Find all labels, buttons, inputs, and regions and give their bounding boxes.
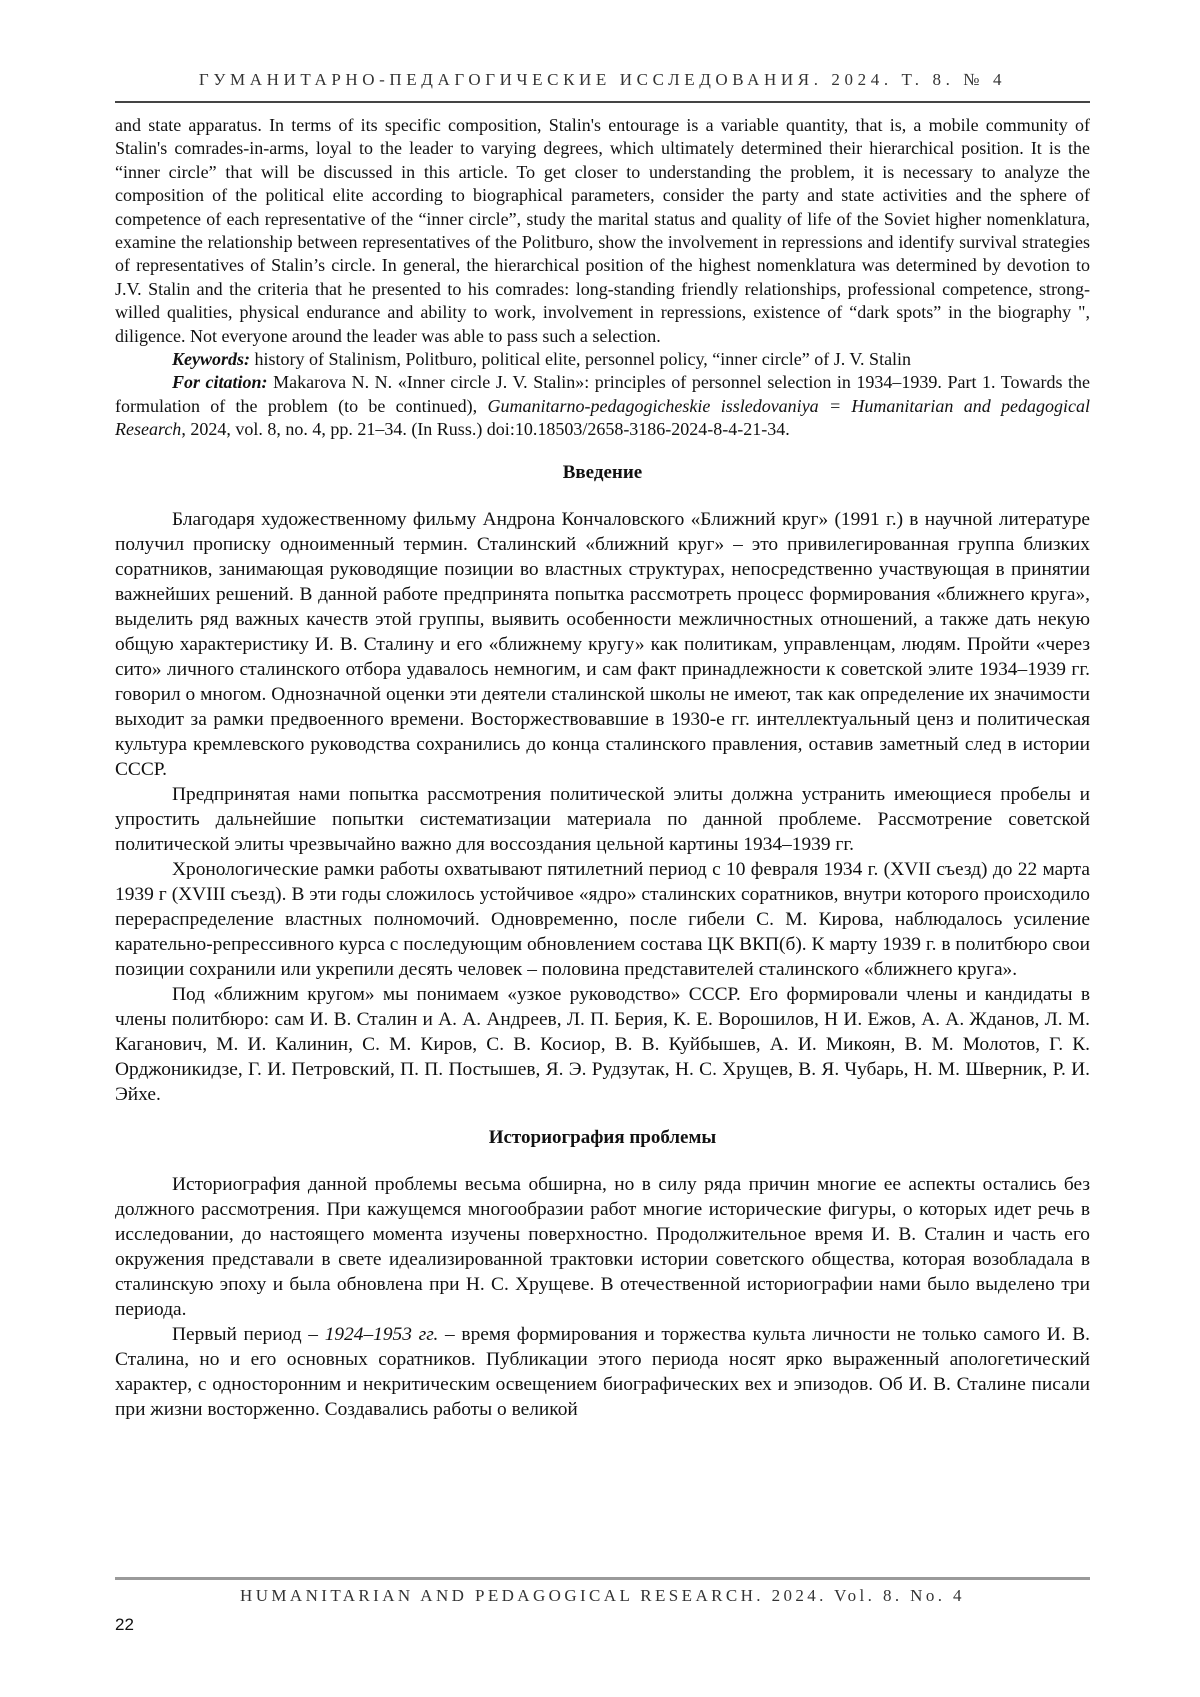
paragraph: Благодаря художественному фильму Андрона Кончаловского «Ближний круг» (1991 г.) в научной литературе получил прописку одноименный термин. Сталинский «ближний круг» – это привилегированная группа близких соратников, занимающая руководящие позиции во властных структурах, непосредственно участвующая в принятии важнейших решений. В данной работе предпринята попытка рассмотреть процесс формирования «ближнего круга», выделить ряд важных качеств этой группы, выявить особенности межличностных отношений, а также дать некую общую характеристику И. В. Сталину и его «ближнему кругу» как политикам, управленцам, людям. Пройти «через сито» личного сталинского отбора удавалось немногим, и сам факт принадлежности к советской элите 1934–1939 гг. говорил о многом. Однозначной оценки эти деятели сталинской школы не имеют, так как определение их значимости выходит за рамки предвоенного времени. Восторжествовавшие в 1930-е гг. интеллектуальный ценз и политическая культура кремлевского руководства сохранились до конца сталинского правления, оставив заметный след в истории СССР. [115,508,1090,780]
keywords-label: Keywords: [172,349,250,370]
keywords [115,348,1090,371]
citation [115,371,1090,441]
citation-journal-title: Gumanitarno-pedagogicheskie issledovaniya = Humanitarian and pedagogical Research [115,395,1090,440]
paragraph-text: – время формирования и торжества культа личности не только самого И. В. Сталина, но и его основных соратников. Публикации этого периода носят ярко выраженный апологетический характер, с односторонним и некритическим освещением биографических вех и эпизодов. Об И. В. Сталине писали при жизни восторженно. Создавались работы о великой [115,1323,1091,1420]
keywords-text: history of Stalinism, Politburo, political elite, personnel policy, “inner circle” of J. V. Stalin [250,349,912,370]
header-rule [115,101,1090,103]
period-dates: 1924–1953 гг. [324,1323,439,1345]
section-title-introduction: Введение [562,461,643,483]
page-number: 22 [115,1615,134,1634]
section-title-historiography: Историография проблемы [488,1126,717,1148]
article-body [115,114,1090,1422]
paragraph: Хронологические рамки работы охватывают пятилетний период с 10 февраля 1934 г. (XVII съезд) до 22 марта 1939 г (XVIII съезд). В эти годы сложилось устойчивое «ядро» сталинских соратников, внутри которого происходило перераспределение властных полномочий. Одновременно, после гибели С. М. Кирова, наблюдалось усиление карательно-репрессивного курса с последующим обновлением состава ЦК ВКП(б). К марту 1939 г. в политбюро свои позиции сохранили или укрепили десять человек – половина представителей сталинского «ближнего круга». [115,858,1090,980]
paragraph: Под «ближним кругом» мы понимаем «узкое руководство» СССР. Его формировали члены и кандидаты в члены политбюро: сам И. В. Сталин и А. А. Андреев, Л. П. Берия, К. Е. Ворошилов, Н И. Ежов, А. А. Жданов, Л. М. Каганович, М. И. Калинин, С. М. Киров, С. В. Косиор, В. В. Куйбышев, А. И. Микоян, В. М. Молотов, Г. К. Орджоникидзе, Г. И. Петровский, П. П. Постышев, Я. Э. Рудзутак, Н. С. Хрущев, В. Я. Чубарь, Н. М. Шверник, Р. И. Эйхе. [115,983,1090,1105]
footer-rule [115,1577,1090,1580]
running-foot: HUMANITARIAN AND PEDAGOGICAL RESEARCH. 2024. Vol. 8. No. 4 [240,1586,965,1605]
citation-label: For citation: [172,372,268,393]
paragraph-lead: Первый период – [172,1323,325,1345]
running-head: ГУМАНИТАРНО-ПЕДАГОГИЧЕСКИЕ ИССЛЕДОВАНИЯ. 2024. Т. 8. № 4 [198,70,1007,89]
paragraph: Предпринятая нами попытка рассмотрения политической элиты должна устранить имеющиеся пробелы и упростить дальнейшие попытки систематизации материала по данной проблеме. Рассмотрение советской политической элиты чрезвычайно важно для воссоздания цельной картины 1934–1939 гг. [115,783,1090,855]
paragraph: Историография данной проблемы весьма обширна, но в силу ряда причин многие ее аспекты остались без должного рассмотрения. При кажущемся многообразии работ многие исторические фигуры, о которых идет речь в исследовании, до настоящего момента изучены поверхностно. Продолжительное время И. В. Сталин и часть его окружения представали в свете идеализированной трактовки истории советского общества, которая возобладала в сталинскую эпоху и была обновлена при Н. С. Хрущеве. В отечественной историографии нами было выделено три периода. [115,1173,1090,1320]
citation-text: Makarova N. N. «Inner circle J. V. Stalin»: principles of personnel selection in 1934–1939. Part 1. Towards the formulation of the problem (to be continued), [115,372,1090,416]
citation-details: , 2024, vol. 8, no. 4, pp. 21–34. (In Russ.) doi:10.18503/2658-3186-2024-8-4-21-34. [181,419,790,440]
abstract-text: and state apparatus. In terms of its specific composition, Stalin's entourage is a variable quantity, that is, a mobile community of Stalin's comrades-in-arms, loyal to the leader to varying degrees, which ultimately determined their hierarchical position. It is the “inner circle” that will be discussed in this article. To get closer to understanding the problem, it is necessary to analyze the composition of the political elite according to biographical parameters, consider the party and state activities and the sphere of competence of each representative of the “inner circle”, study the marital status and quality of life of the Soviet higher nomenklatura, examine the relationship between representatives of the Politburo, show the involvement in repressions and identify survival strategies of representatives of Stalin’s circle. In general, the hierarchical position of the highest nomenklatura was determined by devotion to J.V. Stalin and the criteria that he presented to his comrades: long-standing friendly relationships, professional competence, strong-willed qualities, physical endurance and ability to work, involvement in repressions, existence of “dark spots” in the biography ", diligence. Not everyone around the leader was able to pass such a selection. [115,115,1090,346]
paragraph [115,1322,1090,1422]
